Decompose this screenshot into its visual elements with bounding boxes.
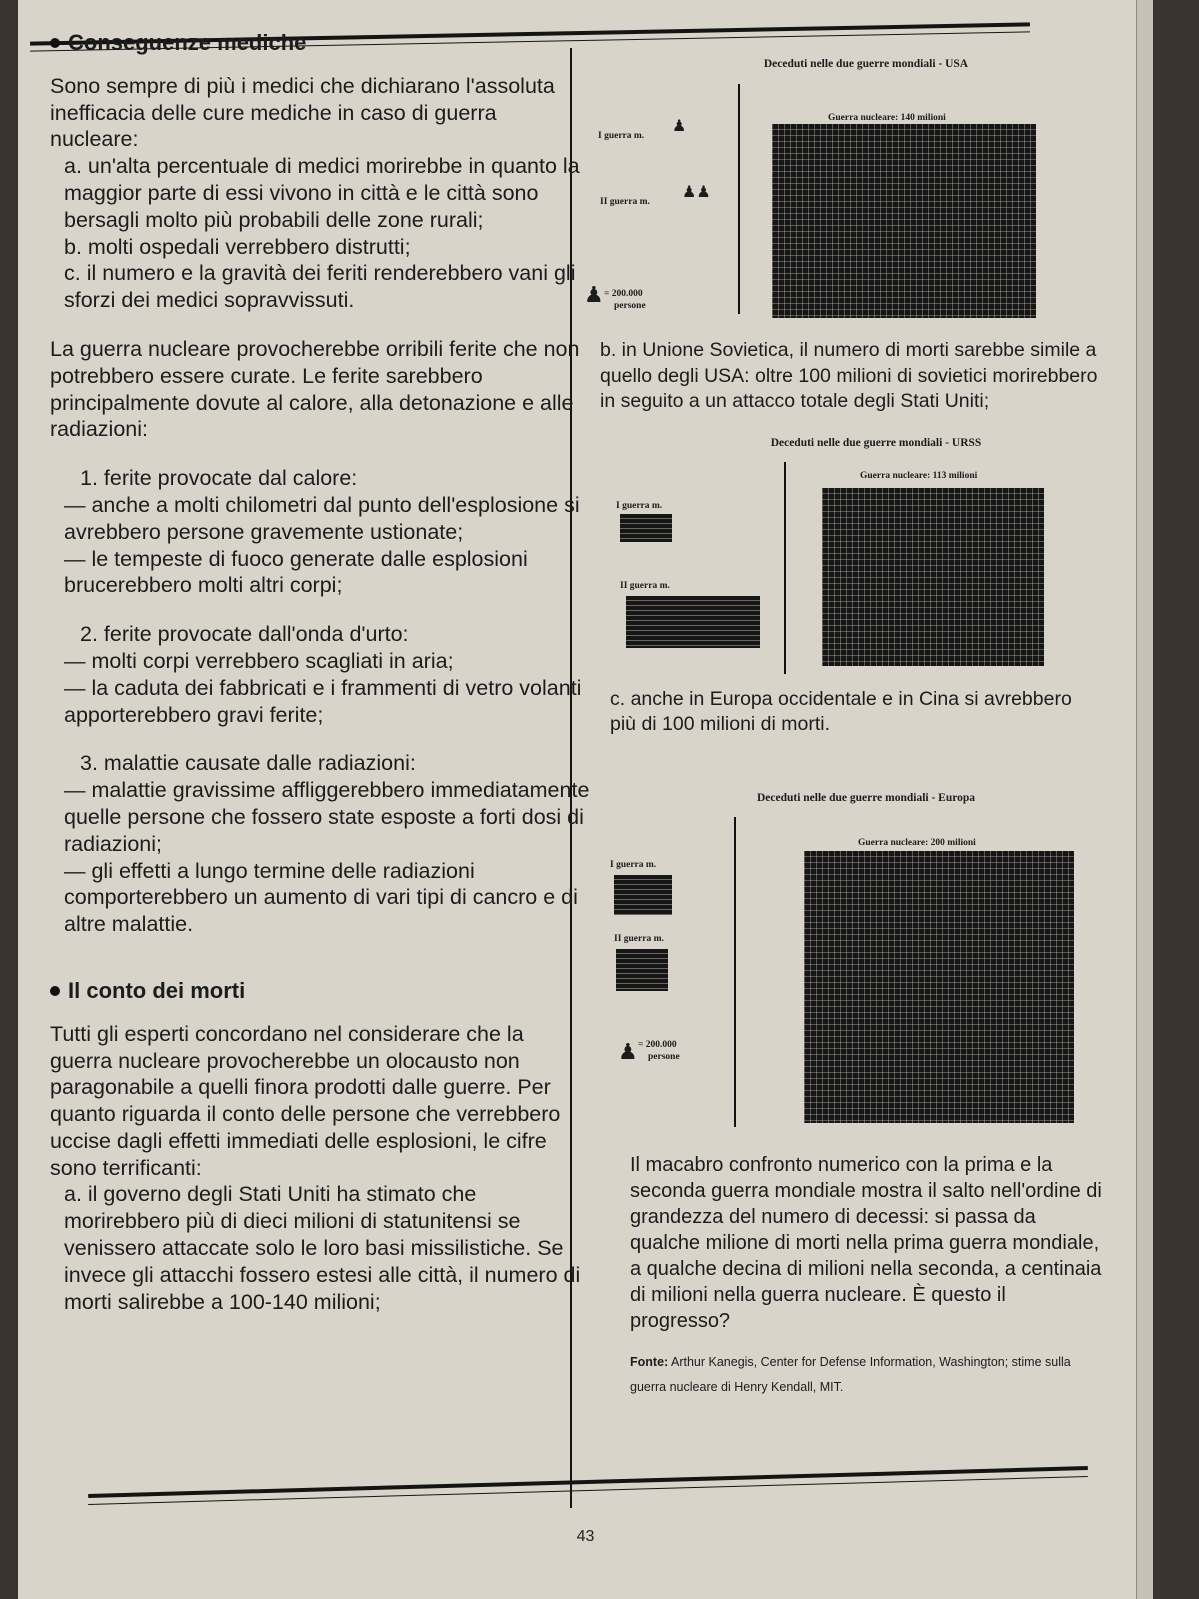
heading-text: Conseguenze mediche [68, 30, 307, 55]
ww2-label: II guerra m. [600, 196, 650, 207]
person-icon: ♟ [672, 117, 687, 135]
chart-title: Deceduti nelle due guerre mondiali - Europa [756, 791, 976, 804]
nuclear-figures [822, 488, 1044, 666]
list-item: — malattie gravissime affliggerebbero immediatamente quelle persone che fossero state esposte a forti dosi di radiazioni; [64, 778, 590, 856]
book-page [18, 0, 1153, 1599]
list-item: 3. malattie causate dalle radiazioni: [80, 751, 416, 776]
page-number: 43 [576, 1528, 595, 1545]
legend-unit: persone [648, 1052, 680, 1062]
ww1-label: I guerra m. [616, 501, 663, 511]
chart-title: Deceduti nelle due guerre mondiali - URSS [770, 436, 982, 449]
paragraph: a. un'alta percentuale di medici morirebbe in quanto la maggior parte di essi vivono in città e le città sono bersagli molto più probabili delle zone rurali; [64, 154, 580, 232]
list-item: — gli effetti a lungo termine delle radiazioni comporterebbero un aumento di vari tipi di cancro e di altre malattie. [64, 858, 578, 937]
nuclear-figures [804, 851, 1074, 1123]
ww1-figures [614, 875, 672, 915]
list-item: — anche a molti chilometri dal punto dell'esplosione si avrebbero persone gravemente ustionate; [64, 492, 580, 544]
source-text: Arthur Kanegis, Center for Defense Information, Washington; stime sulla guerra nucleare di Henry Kendall, MIT. [630, 1354, 1071, 1394]
ww2-figures [626, 596, 760, 648]
paragraph: La guerra nucleare provocherebbe orribili ferite che non potrebbero essere curate. Le ferite sarebbero principalmente dovute al calore, alla detonazione e alle radiazioni: [50, 336, 580, 442]
nuclear-label: Guerra nucleare: 200 milioni [858, 838, 976, 848]
chart-divider [734, 817, 736, 1127]
europa-chart [590, 786, 1102, 1126]
paragraph: a. il governo degli Stati Uniti ha stimato che morirebbero più di dieci milioni di statunitensi se venissero attaccate solo le loro basi missilistiche. Se invece gli attacchi fossero estesi alle città, il numero di morti salirebbe a 100-140 milioni; [64, 1182, 581, 1314]
right-column [584, 52, 1102, 1401]
legend [604, 288, 646, 312]
list-item: — le tempeste di fuoco generate dalle esplosioni brucerebbero molti altri corpi; [64, 546, 528, 598]
ww2-label: II guerra m. [620, 581, 670, 591]
paragraph: c. anche in Europa occidentale e in Cina si avrebbero più di 100 milioni di morti. [610, 687, 1072, 735]
legend [638, 1039, 680, 1063]
ww1-label: I guerra m. [598, 130, 645, 141]
legend-eq: = [604, 288, 610, 299]
legend-unit: persone [614, 300, 646, 311]
list-item: — la caduta dei fabbricati e i frammenti di vetro volanti apporterebbero gravi ferite; [64, 675, 582, 727]
source-label: Fonte: [630, 1354, 669, 1369]
chart-divider [738, 84, 740, 314]
person-icon: ♟ [618, 1039, 638, 1064]
list-item: — molti corpi verrebbero scagliati in aria; [64, 648, 454, 673]
bullet-icon [50, 986, 60, 996]
paragraph: c. il numero e la gravità dei feriti renderebbero vani gli sforzi dei medici sopravvissuti. [64, 261, 576, 313]
paragraph: b. in Unione Sovietica, il numero di morti sarebbe simile a quello degli USA: oltre 100 milioni di sovietici morirebbero in seguito a un attacco totale degli Stati Uniti; [600, 339, 1098, 412]
chart-divider [784, 462, 786, 674]
list-item: 2. ferite provocate dall'onda d'urto: [80, 622, 409, 647]
nuclear-label: Guerra nucleare: 140 milioni [828, 112, 946, 123]
nuclear-figures [772, 124, 1036, 318]
bottom-rule [88, 1466, 1088, 1498]
list-item: 1. ferite provocate dal calore: [80, 466, 358, 491]
paragraph: Tutti gli esperti concordano nel considerare che la guerra nucleare provocherebbe un olocausto non paragonabile a quelli finora prodotti dalle guerre. Per quanto riguarda il conto delle persone che verrebbero uccise dagli effetti immediati delle esplosioni, le cifre sono terrificanti: [50, 1021, 561, 1180]
paragraph: b. molti ospedali verrebbero distrutti; [64, 234, 411, 259]
left-column [50, 30, 590, 1315]
person-icon: ♟ [584, 281, 604, 307]
ww1-figures [620, 514, 672, 542]
source-note [590, 1350, 1102, 1401]
section-heading [50, 978, 590, 1005]
legend-value: 200.000 [611, 288, 643, 299]
person-icon: ♟♟ [682, 183, 711, 201]
heading-text: Il conto dei morti [68, 977, 246, 1003]
urss-chart [590, 431, 1102, 681]
section-heading [50, 30, 590, 57]
usa-chart [584, 52, 1102, 320]
legend-value: 200.000 [645, 1040, 677, 1050]
nuclear-label: Guerra nucleare: 113 milioni [860, 471, 978, 481]
paragraph: Sono sempre di più i medici che dichiarano l'assoluta inefficacia delle cure mediche in caso di guerra nucleare: [50, 73, 555, 152]
closing-paragraph: Il macabro confronto numerico con la prima e la seconda guerra mondiale mostra il salto nell'ordine di grandezza del numero di decessi: si passa da qualche milione di morti nella prima guerra mondiale, a qualche decina di milioni nella seconda, a centinaia di milioni nella guerra nucleare. È questo il progresso? [630, 1153, 1102, 1332]
ww2-figures [616, 949, 668, 991]
chart-title: Deceduti nelle due guerre mondiali - USA [763, 58, 969, 70]
legend-eq: = [638, 1040, 644, 1050]
ww1-label: I guerra m. [610, 860, 657, 870]
page-edges [1136, 0, 1153, 1599]
ww2-label: II guerra m. [614, 934, 664, 944]
bullet-icon [50, 38, 60, 48]
